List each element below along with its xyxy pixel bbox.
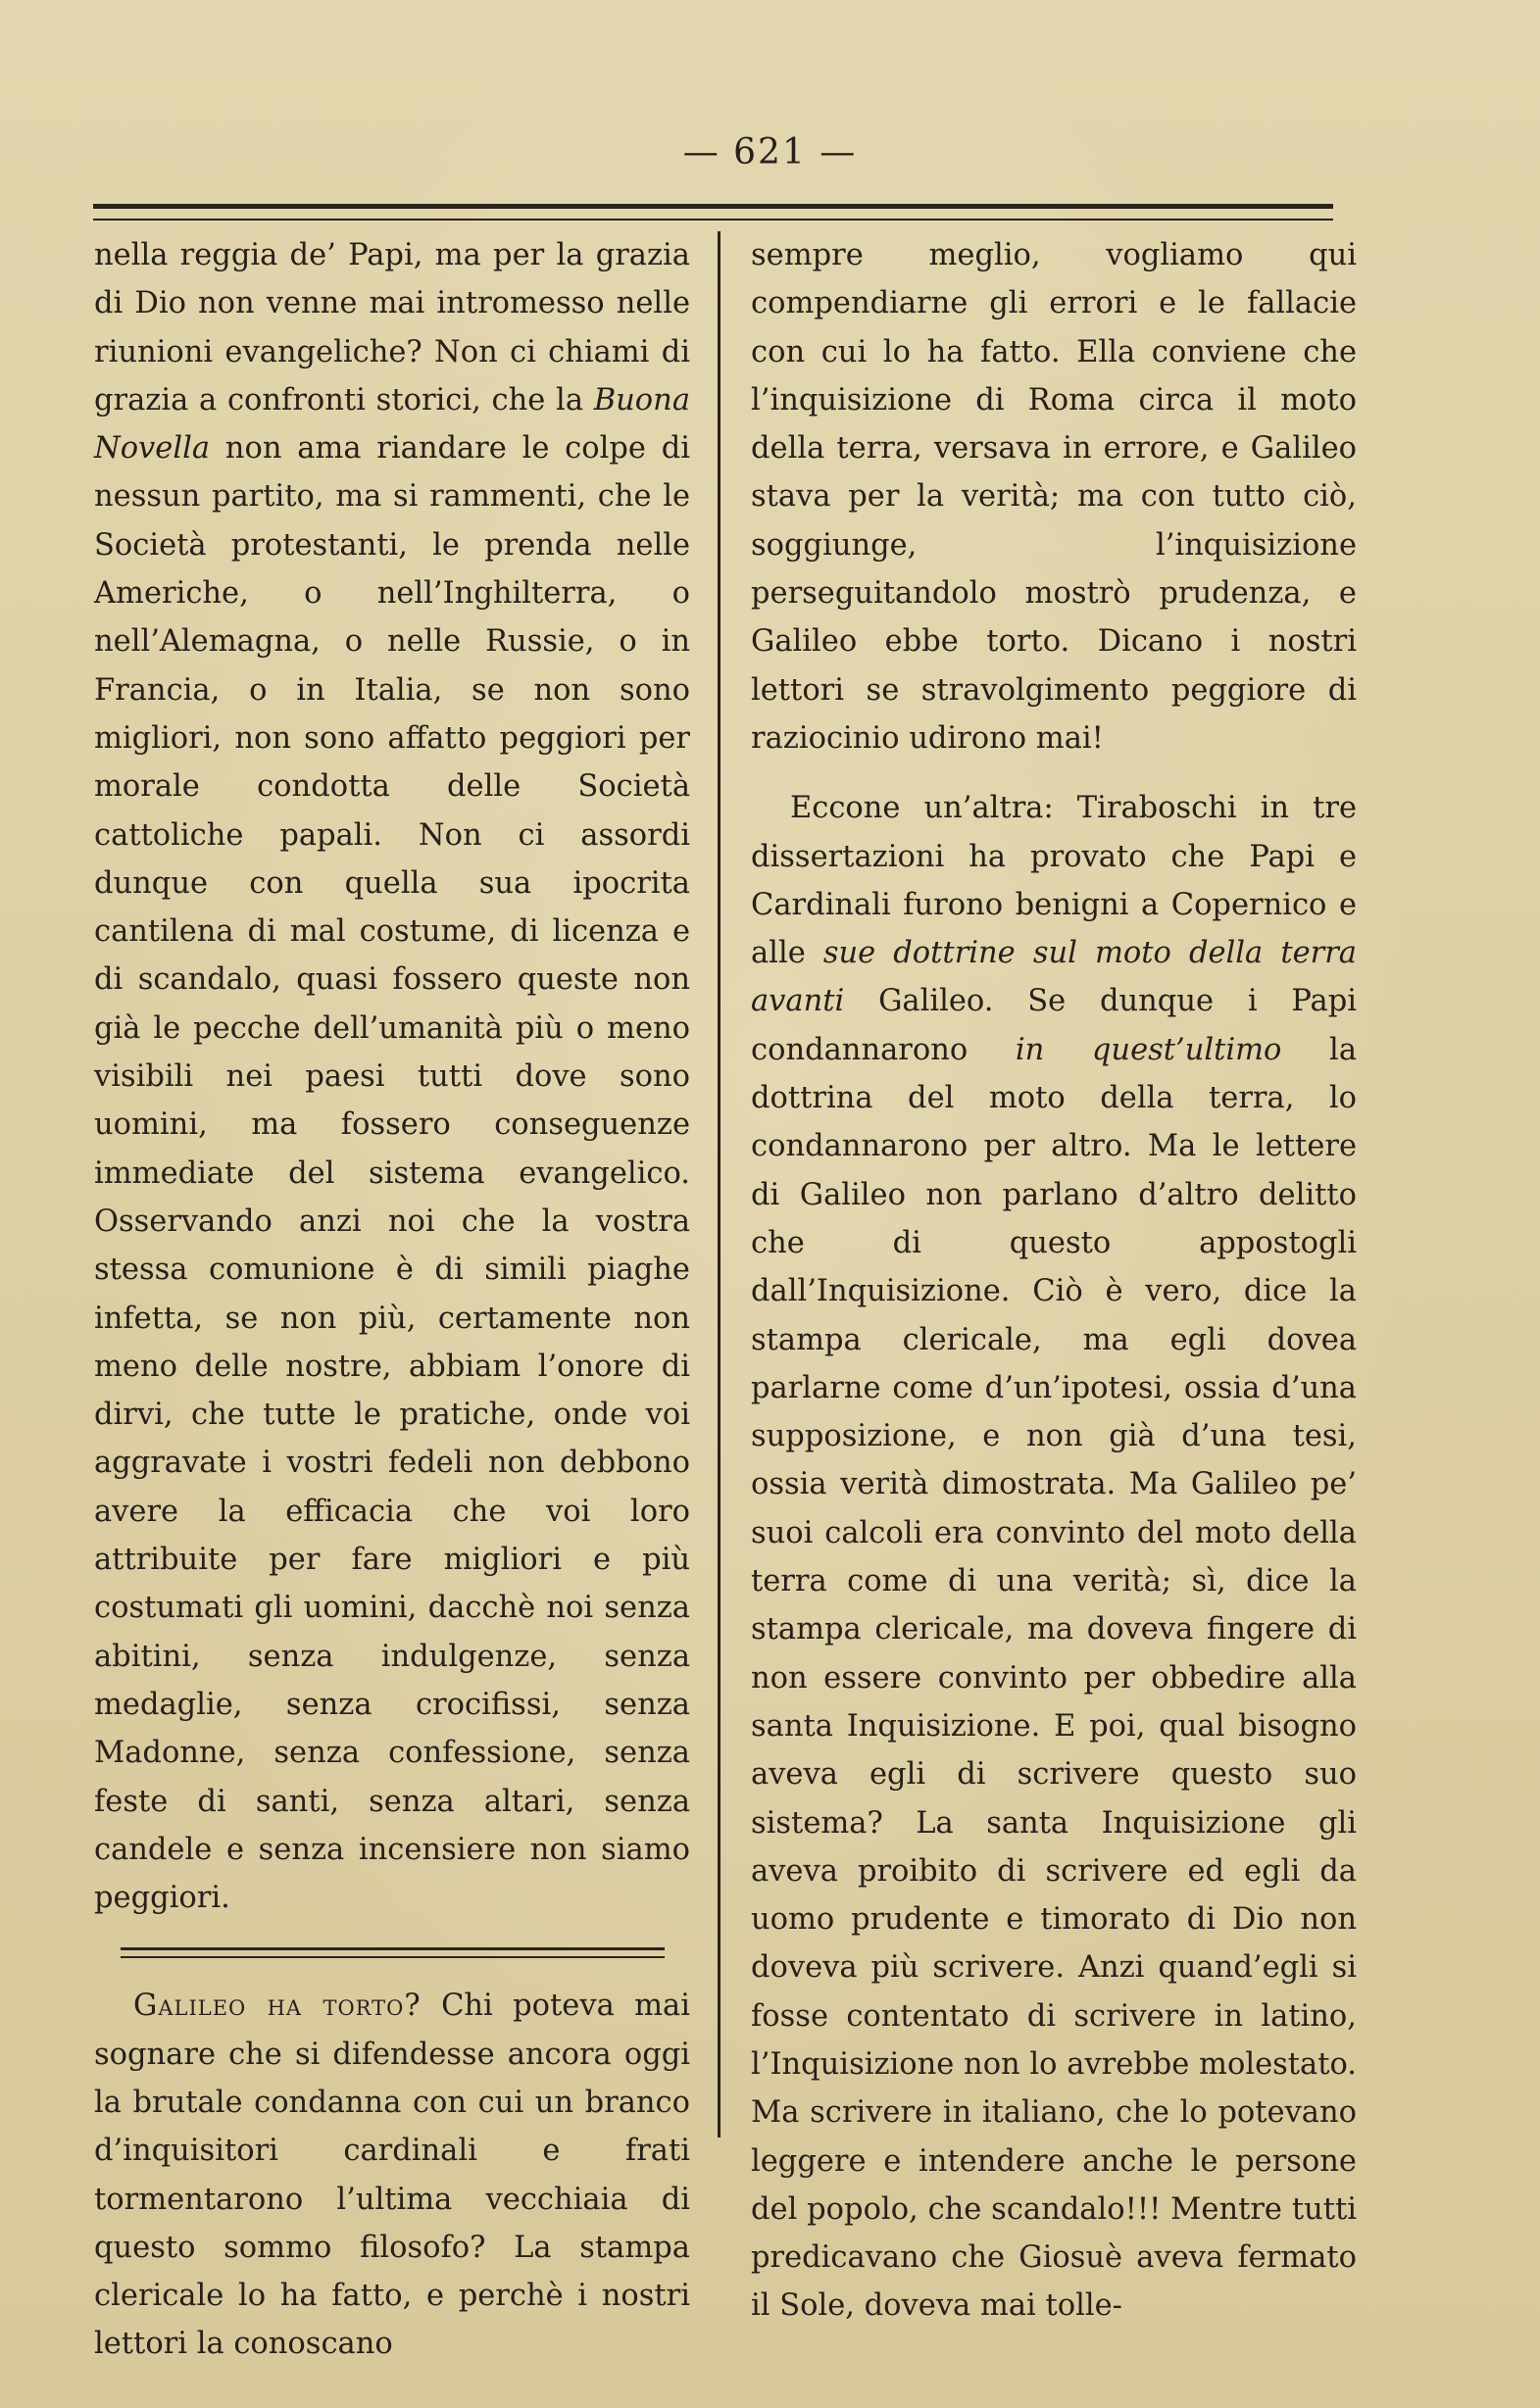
italic-text: in quest’ultimo: [1015, 1032, 1282, 1067]
section-divider: [121, 1947, 665, 1958]
column-divider: [718, 231, 720, 2138]
paragraph-text: nella reggia de’ Papi, ma per la grazia di Dio non venne mai intromesso nelle riunioni evangeliche? Non ci chiami di grazia a confronti storici, che la: [94, 238, 690, 418]
left-paragraph-2: [94, 1982, 690, 2368]
left-paragraph-1: [94, 231, 690, 1922]
paragraph-text: la dottrina del moto della terra, lo condannarono per altro. Ma le lettere di Galileo non parlano d’altro delitto che di questo appostogli dall’Inquisizione. Ciò è vero, dice la stampa clericale, ma egli dovea parlarne come d’un’ipotesi, ossia d’una supposizione, e non già d’una tesi, ossia verità dimostrata. Ma Galileo pe’ suoi calcoli era convinto del moto della terra come di una verità; sì, dice la stampa clericale, ma doveva fingere di non essere convinto per obbedire alla santa Inquisizione. E poi, qual bisogno aveva egli di scrivere questo suo sistema? La santa Inquisizione gli aveva proibito di scrivere ed egli da uomo prudente e timorato di Dio non doveva più scrivere. Anzi quand’egli si fosse contentato di scrivere in latino, l’Inquisizione non lo avrebbe molestato. Ma scrivere in italiano, che lo potevano leggere e intendere anche le persone del popolo, che scandalo!!! Mentre tutti predicavano che Giosuè aveva fermato il Sole, doveva mai tolle-: [751, 1032, 1357, 2324]
paragraph-text: Galileo. Se dunque i Papi condannarono: [751, 984, 1357, 1067]
paragraph-text: Chi poteva mai sognare che si difendesse ancora oggi la brutale condanna con cui un branco d’inquisitori cardinali e frati tormentarono l’ultima vecchiaia di questo sommo filosofo? La stampa clericale lo ha fatto, e perchè i nostri lettori la conoscano: [94, 1989, 690, 2362]
left-column: [94, 231, 690, 2369]
paragraph-text: Eccone un’altra: Tiraboschi in tre dissertazioni ha provato che Papi e Cardinali furono benigni a Copernico e alle: [751, 791, 1357, 971]
right-paragraph-1: sempre meglio, vogliamo qui compendiarne gli errori e le fallacie con cui lo ha fatto. Ella conviene che l’inquisizione di Roma circa il moto della terra, versava in errore, e Galileo stava per la verità; ma con tutto ciò, soggiunge, l’inquisizione perseguitandolo mostrò prudenza, e Galileo ebbe torto. Dicano i nostri lettori se stravolgimento peggiore di raziocinio udirono mai!: [751, 238, 1357, 756]
page-number: — 621 —: [682, 132, 858, 172]
right-paragraph-2: [751, 784, 1357, 2331]
header-rule: [93, 204, 1333, 221]
italic-text: sue dottrine sul moto della terra avanti: [751, 936, 1357, 1019]
paragraph-text: non ama riandare le colpe di nessun partito, ma si rammenti, che le Società protestanti, le prenda nelle Americhe, o nell’Inghilterra, o nell’Alemagna, o nelle Russie, o in Francia, o in Italia, se non sono migliori, non sono affatto peggiori per morale condotta delle Società cattoliche papali. Non ci assordi dunque con quella sua ipocrita cantilena di mal costume, di licenza e di scandalo, quasi fossero queste non già le pecche dell’umanità più o meno visibili nei paesi tutti dove sono uomini, ma fossero conseguenze immediate del sistema evangelico. Osservando anzi noi che la vostra stessa comunione è di simili piaghe infetta, se non più, certamente non meno delle nostre, abbiam l’onore di dirvi, che tutte le pratiche, onde voi aggravate i vostri fedeli non debbono avere la efficacia che voi loro attribuite per fare migliori e più costumati gli uomini, dacchè noi senza abitini, senza indulgenze, senza medaglie, senza crocifissi, senza Madonne, senza confessione, senza feste di santi, senza altari, senza candele e senza incensiere non siamo peggiori.: [94, 431, 690, 1916]
section-heading: Galileo ha torto?: [133, 1989, 422, 2024]
right-column: [751, 231, 1357, 2331]
newspaper-title: Buona Novella: [94, 382, 690, 467]
